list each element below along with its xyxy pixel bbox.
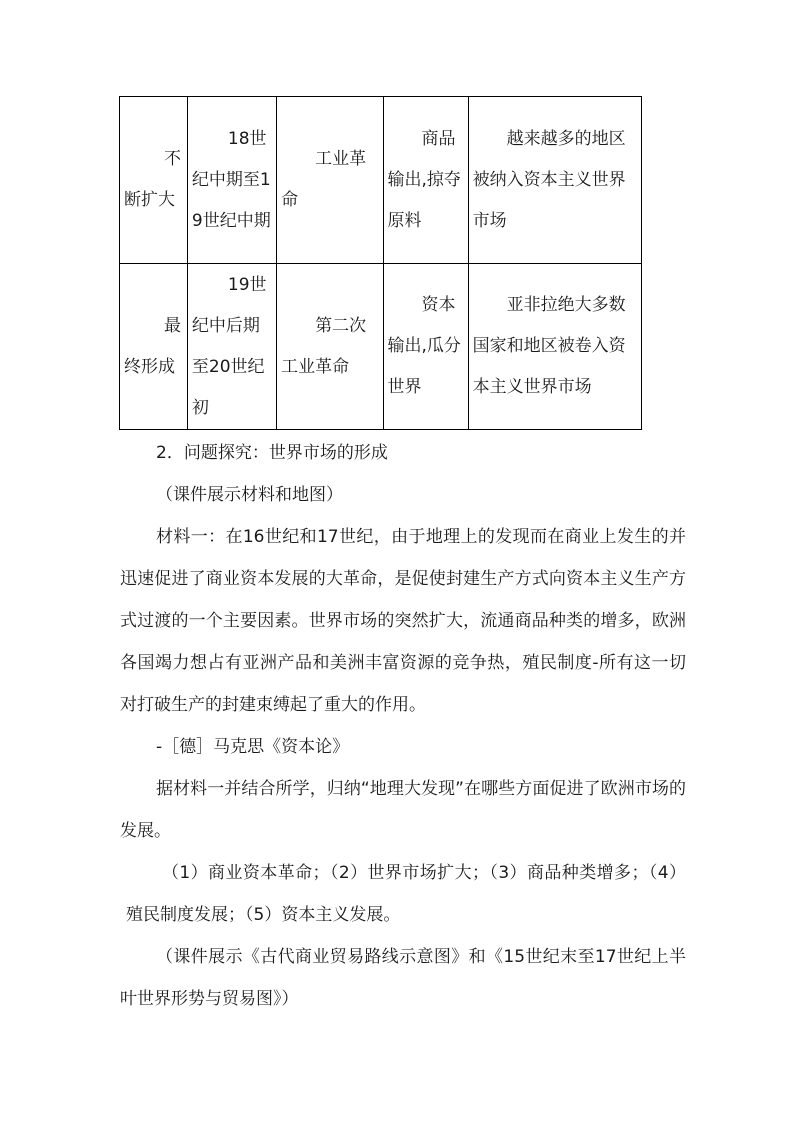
means-cell: 商品输出,掠夺原料 (383, 97, 468, 264)
material-source: -［德］马克思《资本论》 (156, 737, 350, 757)
courseware-maps-note: （课件展示《古代商业贸易路线示意图》和《15世纪末至17世纪上半叶世界形势与贸易图》） (120, 947, 686, 1009)
period-cell: 19世纪中后期至20世纪初 (187, 264, 276, 430)
result-cell: 越来越多的地区被纳入资本主义世界市场 (468, 97, 641, 264)
material-one-paragraph: 材料一：在16世纪和17世纪，由于地理上的发现而在商业上发生的并迅速促进了商业资本发展的大革命，是促使封建生产方式向资本主义生产方式过渡的一个主要因素。世界市场的突然扩大，流通商品种类的增多，欧洲各国竭力想占有亚洲产品和美洲丰富资源的竞争热，殖民制度-所有这一切对打破生产的封建束缚起了重大的作用。 (120, 527, 686, 715)
cause-cell: 第二次工业革命 (277, 264, 383, 430)
stage-cell: 不断扩大 (120, 97, 188, 264)
section-heading: 2．问题探究：世界市场的形成 (156, 443, 388, 463)
period-cell: 18世纪中期至19世纪中期 (187, 97, 276, 264)
means-cell: 资本输出,瓜分世界 (383, 264, 468, 430)
cause-cell: 工业革命 (277, 97, 383, 264)
question-paragraph: 据材料一并结合所学，归纳“地理大发现”在哪些方面促进了欧洲市场的发展。 (120, 779, 686, 841)
stage-cell: 最终形成 (120, 264, 188, 430)
table-row (120, 97, 642, 264)
courseware-note: （课件展示材料和地图） (156, 485, 343, 505)
table-row (120, 264, 642, 430)
world-market-stage-table (119, 96, 642, 430)
result-cell: 亚非拉绝大多数国家和地区被卷入资本主义世界市场 (468, 264, 641, 430)
answer-paragraph: （1）商业资本革命；（2）世界市场扩大；（3）商品种类增多；（4）殖民制度发展；（5）资本主义发展。 (126, 863, 686, 925)
